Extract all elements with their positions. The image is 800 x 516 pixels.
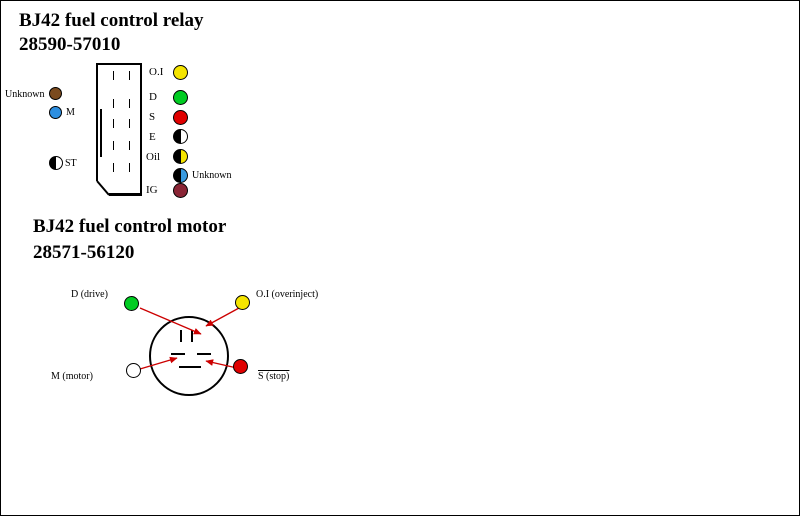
relay-terminal-label-s: S (149, 111, 156, 123)
motor-body (149, 316, 229, 396)
relay-terminal-dot-oi[interactable] (173, 65, 188, 80)
motor-terminal-dot-s[interactable] (233, 359, 248, 374)
relay-terminal-dot-e[interactable] (173, 129, 188, 144)
relay-left-terminal-label-unknown: Unknown (5, 89, 45, 100)
motor-title-line2: 28571-56120 (33, 242, 135, 263)
relay-pin-tick (113, 99, 114, 108)
relay-terminal-label-oil: Oil (146, 151, 161, 163)
relay-left-terminal-dot-unknown[interactable] (49, 87, 62, 100)
relay-pin-tick (129, 71, 130, 80)
relay-terminal-dot-oil[interactable] (173, 149, 188, 164)
relay-left-terminal-dot-st[interactable] (49, 156, 63, 170)
motor-contact-tick (171, 353, 185, 355)
motor-terminal-dot-oi[interactable] (235, 295, 250, 310)
relay-body (96, 63, 142, 195)
motor-contact-tick (180, 330, 182, 342)
motor-contact-tick (179, 366, 201, 368)
relay-pin-tick (113, 141, 114, 150)
motor-contact-tick (191, 330, 193, 342)
relay-left-terminal-label-m: M (66, 107, 75, 118)
relay-pin-tick (129, 119, 130, 128)
motor-terminal-dot-d[interactable] (124, 296, 139, 311)
motor-terminal-dot-m[interactable] (126, 363, 141, 378)
relay-left-terminal-label-st: ST (65, 158, 77, 169)
relay-terminal-label-e: E (149, 131, 156, 143)
relay-pin-tick (113, 163, 114, 172)
motor-terminal-label-m: M (motor) (51, 371, 93, 382)
relay-pin-tick (113, 119, 114, 128)
motor-title-line1: BJ42 fuel control motor (33, 216, 227, 237)
motor-terminal-label-s-text: S (stop) (258, 371, 290, 382)
relay-terminal-dot-d[interactable] (173, 90, 188, 105)
motor-terminal-label-d: D (drive) (71, 289, 108, 300)
relay-left-terminal-dot-m[interactable] (49, 106, 62, 119)
relay-terminal-label-oi: O.I (149, 66, 164, 78)
relay-title-line1: BJ42 fuel control relay (19, 10, 204, 31)
relay-terminal-dot-s[interactable] (173, 110, 188, 125)
relay-pin-tick (129, 99, 130, 108)
relay-terminal-label-unknown: Unknown (192, 170, 232, 181)
relay-terminal-label-ig: IG (146, 184, 158, 196)
relay-pin-tick (129, 163, 130, 172)
relay-terminal-label-d: D (149, 91, 157, 103)
motor-terminal-label-oi: O.I (overinject) (256, 289, 319, 300)
relay-pin-tick (113, 71, 114, 80)
relay-corner-mask (89, 181, 109, 203)
relay-terminal-dot-ig[interactable] (173, 183, 188, 198)
relay-terminal-dot-unknown[interactable] (173, 168, 188, 183)
motor-terminal-label-s (258, 371, 289, 382)
motor-contact-tick (197, 353, 211, 355)
relay-title-line2: 28590-57010 (19, 34, 121, 55)
relay-pin-tick (129, 141, 130, 150)
